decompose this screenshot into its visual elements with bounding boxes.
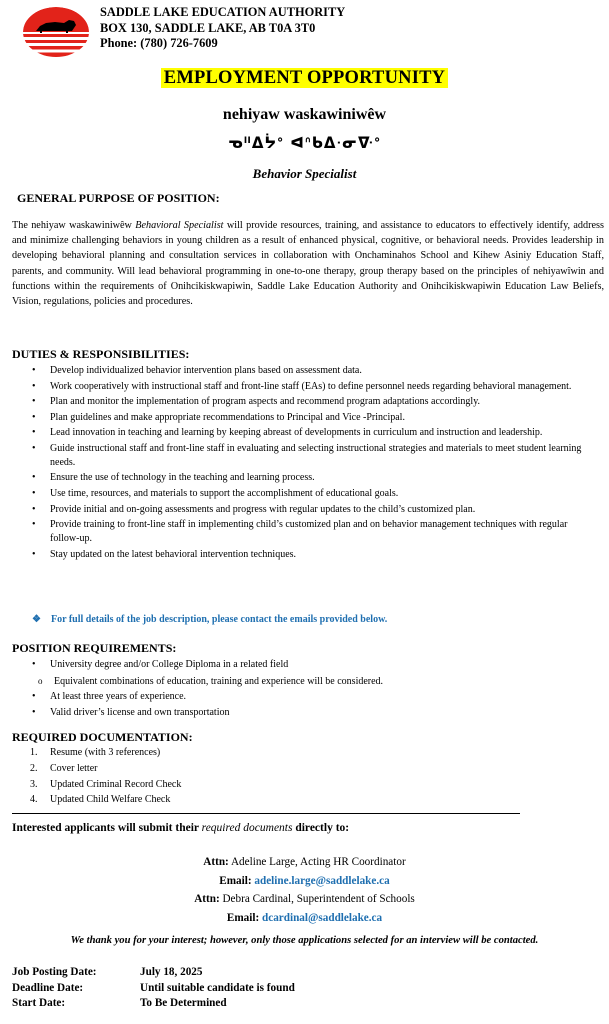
documentation-heading: REQUIRED DOCUMENTATION:	[12, 730, 193, 744]
list-item: • Stay updated on the latest behavioral intervention techniques.	[12, 548, 592, 562]
list-item: • Use time, resources, and materials to support the accomplishment of educational goals.	[12, 487, 592, 501]
org-name: SADDLE LAKE EDUCATION AUTHORITY	[100, 5, 346, 19]
contact-attn: Attn: Debra Cardinal, Superintendent of Schools	[194, 893, 415, 905]
job-description-note	[32, 614, 387, 625]
submit-instructions: Interested applicants will submit their required documents directly to:	[12, 822, 350, 834]
letterhead	[22, 4, 592, 60]
list-item: • Valid driver’s license and own transportation	[12, 706, 592, 720]
position-title: Behavior Specialist	[252, 166, 357, 181]
list-item: • Plan guidelines and make appropriate recommendations to Principal and Vice -Principal.	[12, 411, 592, 425]
duties-heading: DUTIES & RESPONSIBILITIES:	[12, 347, 190, 361]
email-link[interactable]: adeline.large@saddlelake.ca	[254, 874, 390, 887]
list-item: • Work cooperatively with instructional staff and front-line staff (EAs) to define personnel needs regarding behavioral management.	[12, 380, 592, 394]
list-item: • Lead innovation in teaching and learning by keeping abreast of developments in curriculum and instruction and leadership.	[12, 426, 592, 440]
gp-role: Behavioral Specialist	[135, 220, 224, 231]
cree-syllabics: ᓀᐦᐃᔮᐤ ᐊᐢᑲᐃᐧᓂᐍᐤ	[227, 134, 381, 152]
date-row: Deadline Date: Until suitable candidate is found	[12, 981, 295, 994]
gp-text-b: will provide resources, training, and assistance to educators to effectively identify, address and minimize challenging behaviors in young children as a result of enhanced physical, cognitive, or behavioral needs. Provides leadership in developing behavioral planning and consultation services in collaboration with Onchaminahos School and Kihew Asiniy Education Staff, parents, and community. Will lead behavioral programming in one-to-one therapy, group therapy based on the principles of nehiyawîwin and functions within the requirements of Onihcikiskwapiwin, Saddle Lake Education Authority and Onihcikiskwapiwin Education Law Beliefs, Vision, regulations, policies and procedures.	[12, 220, 604, 308]
dates-block	[12, 965, 295, 1012]
org-info	[100, 5, 345, 52]
list-item: • Provide initial and on-going assessments and progress with regular updates to the child’s customized plan.	[12, 503, 592, 517]
org-address: BOX 130, SADDLE LAKE, AB T0A 3T0	[100, 20, 316, 35]
divider	[12, 813, 520, 814]
list-item: 4. Updated Child Welfare Check	[30, 794, 171, 806]
org-phone: Phone: (780) 726-7609	[100, 36, 218, 50]
list-item: • Ensure the use of technology in the teaching and learning process.	[12, 471, 592, 485]
requirements-heading: POSITION REQUIREMENTS:	[12, 641, 177, 655]
list-item: 1. Resume (with 3 references)	[30, 747, 161, 758]
bison-sunset-logo-icon	[22, 6, 90, 58]
list-item: 3. Updated Criminal Record Check	[30, 778, 182, 790]
requirements-sublist	[12, 675, 592, 691]
date-row: Start Date: To Be Determined	[12, 997, 227, 1009]
list-item: • Develop individualized behavior intervention plans based on assessment data.	[12, 364, 592, 378]
cree-title: nehiyaw waskawiniwêw	[222, 106, 387, 123]
contact-email: Email: dcardinal@saddlelake.ca	[226, 911, 383, 924]
list-item: • At least three years of experience.	[12, 690, 592, 704]
general-purpose-heading: GENERAL PURPOSE OF POSITION:	[17, 191, 220, 205]
banner-text: EMPLOYMENT OPPORTUNITY	[161, 68, 448, 88]
duties-list	[12, 364, 592, 563]
list-item: o Equivalent combinations of education, training and experience will be considered.	[12, 675, 592, 689]
requirements-list	[12, 658, 592, 674]
employment-banner	[0, 68, 609, 89]
date-row: Job Posting Date: July 18, 2025	[12, 966, 203, 978]
list-item: • University degree and/or College Diploma in a related field	[12, 658, 592, 672]
list-item: • Provide training to front-line staff in implementing child’s customized plan and on behavior management techniques with regular follow-up.	[12, 518, 592, 546]
contacts-block	[0, 853, 609, 927]
note-text: For full details of the job description, please contact the emails provided below.	[50, 614, 388, 625]
list-item: • Plan and monitor the implementation of program aspects and recommend program adaptations accordingly.	[12, 395, 592, 409]
list-item: • Guide instructional staff and front-line staff in evaluating and selecting instructional strategies and materials to meet student learning needs.	[12, 442, 592, 470]
list-item: 2. Cover letter	[30, 762, 98, 774]
gp-text-a: The nehiyaw waskawiniwêw	[12, 220, 136, 231]
contact-email: Email: adeline.large@saddlelake.ca	[219, 874, 390, 887]
thanks-note: We thank you for your interest; however, only those applications selected for an interview will be contacted.	[70, 935, 539, 946]
email-link[interactable]: dcardinal@saddlelake.ca	[262, 911, 383, 924]
documentation-list	[12, 745, 181, 808]
diamond-bullet-icon: ❖	[32, 614, 41, 625]
general-purpose-text	[12, 218, 604, 309]
contact-attn: Attn: Adeline Large, Acting HR Coordinator	[203, 856, 406, 868]
requirements-list-cont	[12, 690, 592, 721]
